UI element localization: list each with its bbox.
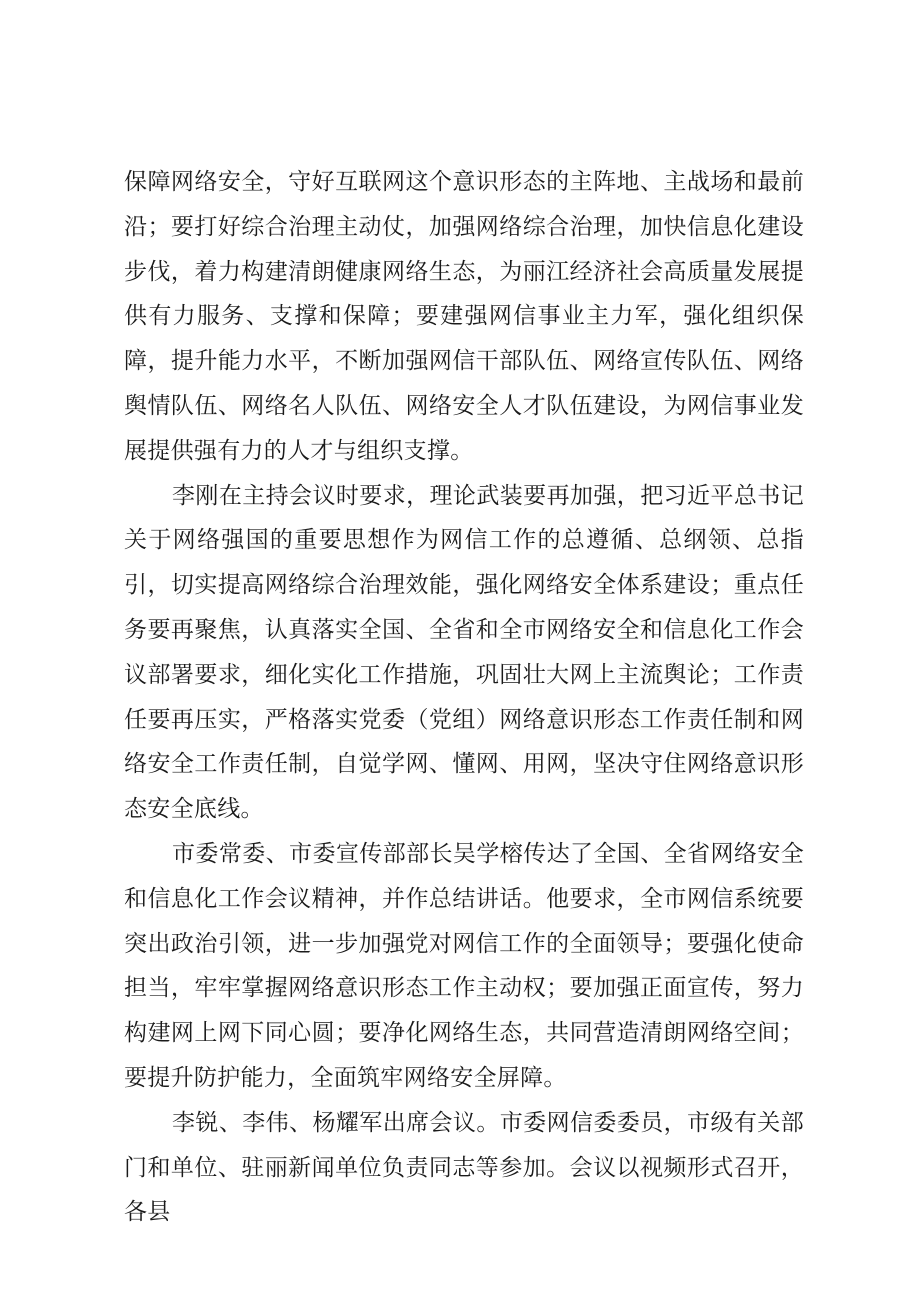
paragraph-continuation: 保障网络安全，守好互联网这个意识形态的主阵地、主战场和最前沿；要打好综合治理主动仗，加强网络综合治理，加快信息化建设步伐，着力构建清朗健康网络生态，为丽江经济社会高质量发展提供有力服务、支撑和保障；要建强网信事业主力军，强化组织保障，提升能力水平，不断加强网信干部队伍、网络宣传队伍、网络舆情队伍、网络名人队伍、网络安全人才队伍建设，为网信事业发展提供强有力的人才与组织支撑。 bbox=[124, 169, 804, 464]
paragraph-wu-xuerong-speech: 市委常委、市委宣传部部长吴学榕传达了全国、全省网络安全和信息化工作会议精神，并作总结讲话。他要求，全市网信系统要突出政治引领，进一步加强党对网信工作的全面领导；要强化使命担当，牢牢掌握网络意识形态工作主动权；要加强正面宣传，努力构建网上网下同心圆；要净化网络生态，共同营造清朗网络空间；要提升防护能力，全面筑牢网络安全屏障。 bbox=[124, 840, 804, 1091]
paragraph-attendees: 李锐、李伟、杨耀军出席会议。市委网信委委员，市级有关部门和单位、驻丽新闻单位负责同志等参加。会议以视频形式召开，各县 bbox=[124, 1109, 804, 1226]
paragraph-li-gang-remarks: 李刚在主持会议时要求，理论武装要再加强，把习近平总书记关于网络强国的重要思想作为网信工作的总遵循、总纲领、总指引，切实提高网络综合治理效能，强化网络安全体系建设；重点任务要再聚焦，认真落实全国、全省和全市网络安全和信息化工作会议部署要求，细化实化工作措施，巩固壮大网上主流舆论；工作责任要再压实，严格落实党委（党组）网络意识形态工作责任制和网络安全工作责任制，自觉学网、懂网、用网，坚决守住网络意识形态安全底线。 bbox=[124, 482, 804, 823]
document-body bbox=[124, 160, 804, 1235]
